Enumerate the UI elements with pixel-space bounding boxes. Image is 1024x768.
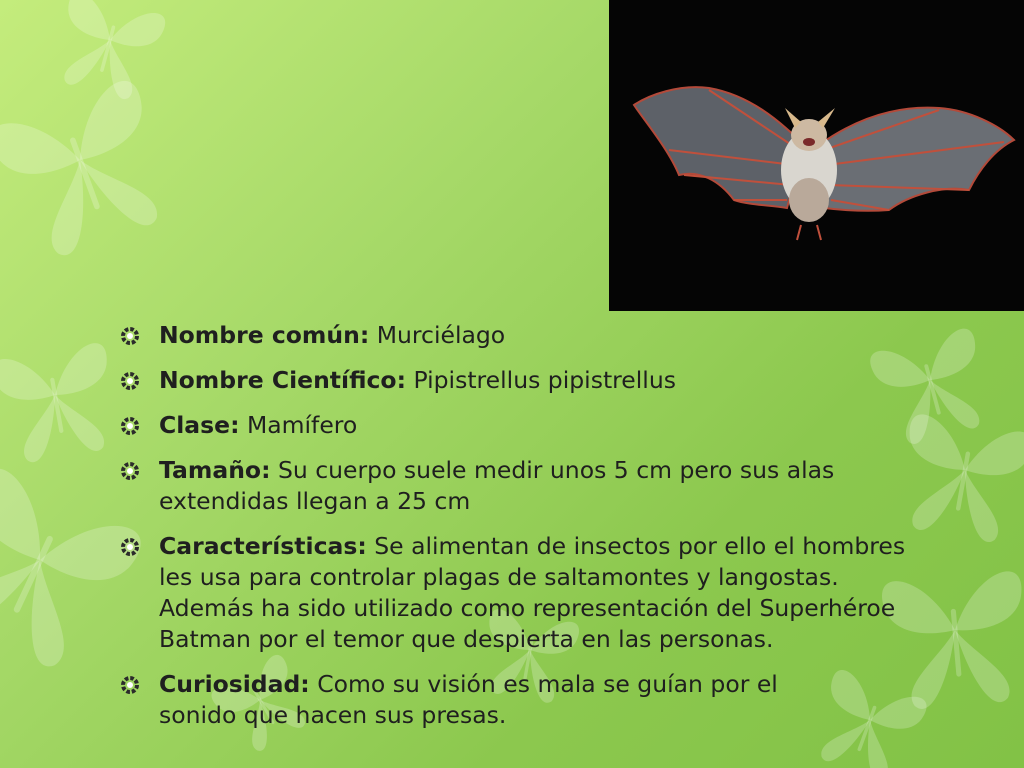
item-text: Se alimentan de insectos por ello el hombres les usa para controlar plagas de saltamontes y langostas. Además ha sido utilizado como representación del Superhéroe Batman por el temor que despierta en las personas.: [159, 532, 906, 653]
item-text: Su cuerpo suele medir unos 5 cm pero sus alas extendidas llegan a 25 cm: [159, 456, 835, 515]
flower-bullet-icon: [120, 461, 140, 481]
item-label: Tamaño:: [159, 456, 271, 484]
bat-image: [609, 0, 1024, 311]
flower-bullet-icon: [120, 537, 140, 557]
info-list: [118, 320, 918, 743]
flower-bullet-icon: [120, 416, 140, 436]
item-text: Pipistrellus pipistrellus: [405, 366, 676, 394]
bat-photo: [609, 0, 1024, 311]
list-item-curiosidad: [118, 669, 859, 731]
item-label: Nombre Científico:: [159, 366, 406, 394]
list-item-clase: [118, 410, 918, 441]
flower-bullet-icon: [120, 675, 140, 695]
item-text: Murciélago: [369, 321, 506, 349]
list-item-nombre-comun: [118, 320, 918, 351]
flower-bullet-icon: [120, 371, 140, 391]
item-label: Clase:: [159, 411, 240, 439]
item-label: Nombre común:: [159, 321, 370, 349]
item-text: Mamífero: [239, 411, 358, 439]
item-label: Curiosidad:: [159, 670, 310, 698]
item-text: Como su visión es mala se guían por el sonido que hacen sus presas.: [159, 670, 778, 729]
item-label: Características:: [159, 532, 367, 560]
list-item-nombre-cientifico: [118, 365, 918, 396]
list-item-tamano: [118, 455, 859, 517]
flower-bullet-icon: [120, 326, 140, 346]
list-item-caracteristicas: [118, 531, 919, 655]
